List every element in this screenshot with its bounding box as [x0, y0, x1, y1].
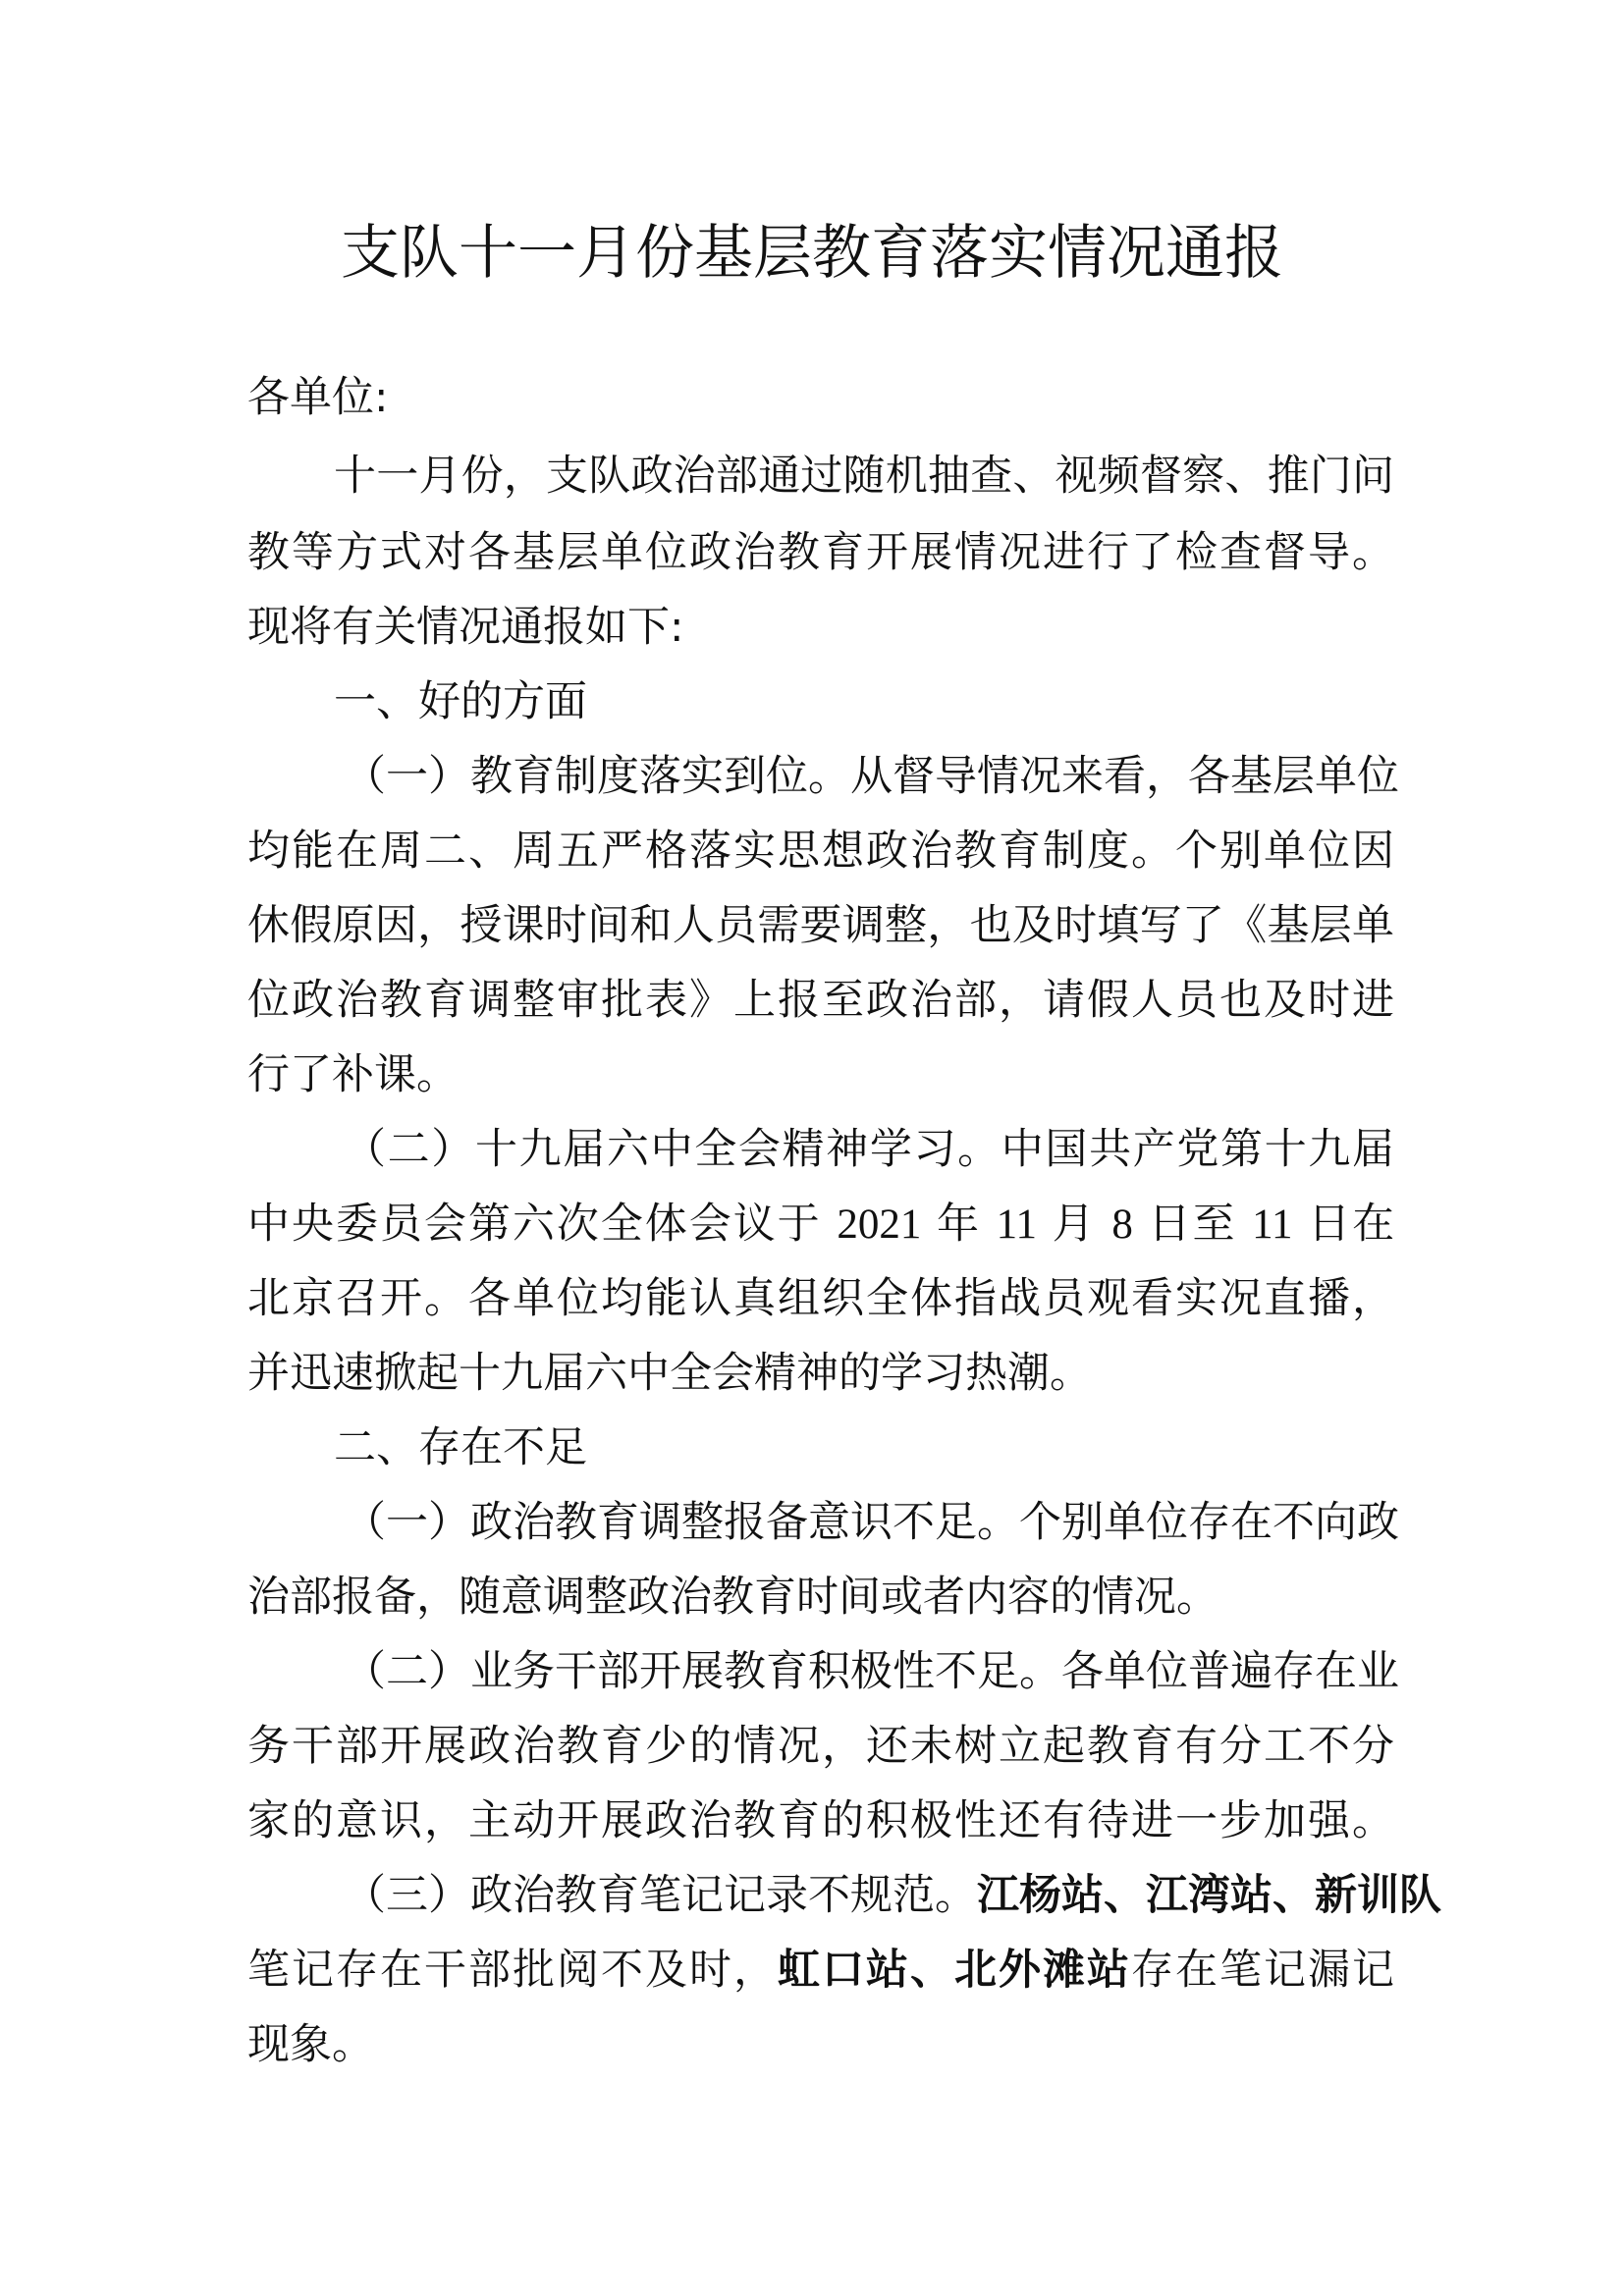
section-2-heading: 二、存在不足 [334, 1423, 587, 1472]
s2-item2-line-1: （二）业务干部开展教育积极性不足。各单位普遍存在业 [344, 1647, 1399, 1696]
s1-item2-line-3: 北京召开。各单位均能认真组织全体指战员观看实况直播， [247, 1274, 1394, 1323]
s2-item1-line-2: 治部报备，随意调整政治教育时间或者内容的情况。 [247, 1573, 1218, 1622]
stations-bold-1: 江杨站、江湾站、新训队 [977, 1871, 1441, 1920]
s1-item1-line-4: 位政治教育调整审批表》上报至政治部，请假人员也及时进 [247, 976, 1394, 1025]
s1-item1-line-1: （一）教育制度落实到位。从督导情况来看，各基层单位 [344, 752, 1399, 801]
section-1-heading: 一、好的方面 [334, 677, 587, 726]
s2-item2-line-2: 务干部开展政治教育少的情况，还未树立起教育有分工不分 [247, 1722, 1394, 1771]
meeting-day-end: 11 [1252, 1201, 1293, 1248]
meeting-month: 11 [996, 1201, 1038, 1248]
s2-item3-line-3: 现象。 [247, 2020, 374, 2069]
s2-item3-text-a: （三）政治教育笔记记录不规范。 [344, 1871, 977, 1920]
s1-item2-line-1: （二）十九届六中全会精神学习。中国共产党第十九届 [344, 1125, 1394, 1174]
s1-item1-line-3: 休假原因，授课时间和人员需要调整，也及时填写了《基层单 [247, 901, 1394, 950]
s1-item2-line-2 [247, 1195, 1394, 1255]
meeting-day-start: 8 [1111, 1201, 1133, 1248]
s1-item2-text-d: 日至 [1148, 1200, 1237, 1249]
s1-item1-line-2: 均能在周二、周五严格落实思想政治教育制度。个别单位因 [247, 827, 1394, 876]
s2-item3-line-2 [247, 1941, 1394, 2000]
document-title: 支队十一月份基层教育落实情况通报 [341, 219, 1283, 288]
s1-item2-text-e: 日在 [1308, 1200, 1395, 1249]
salutation: 各单位: [247, 373, 389, 422]
s1-item2-text-b: 年 [936, 1200, 981, 1249]
meeting-year: 2021 [837, 1201, 922, 1248]
s2-item3-text-b: 笔记存在干部批阅不及时， [247, 1946, 778, 1995]
s2-item3-text-c: 存在笔记漏记 [1131, 1946, 1394, 1995]
s1-item2-text-a: 中央委员会第六次全体会议于 [247, 1200, 822, 1249]
s2-item2-line-3: 家的意识，主动开展政治教育的积极性还有待进一步加强。 [247, 1796, 1394, 1845]
s1-item2-text-c: 月 [1052, 1200, 1097, 1249]
stations-bold-2: 虹口站、北外滩站 [778, 1946, 1131, 1995]
intro-line-1: 十一月份，支队政治部通过随机抽查、视频督察、推门问 [334, 452, 1394, 501]
s1-item1-line-5: 行了补课。 [247, 1050, 459, 1099]
intro-line-2: 教等方式对各基层单位政治教育开展情况进行了检查督导。 [247, 528, 1394, 577]
intro-line-3: 现将有关情况通报如下: [247, 603, 684, 652]
s2-item1-line-1: （一）政治教育调整报备意识不足。个别单位存在不向政 [344, 1498, 1399, 1547]
s2-item3-line-1 [344, 1866, 1441, 1925]
s1-item2-line-4: 并迅速掀起十九届六中全会精神的学习热潮。 [247, 1349, 1092, 1398]
